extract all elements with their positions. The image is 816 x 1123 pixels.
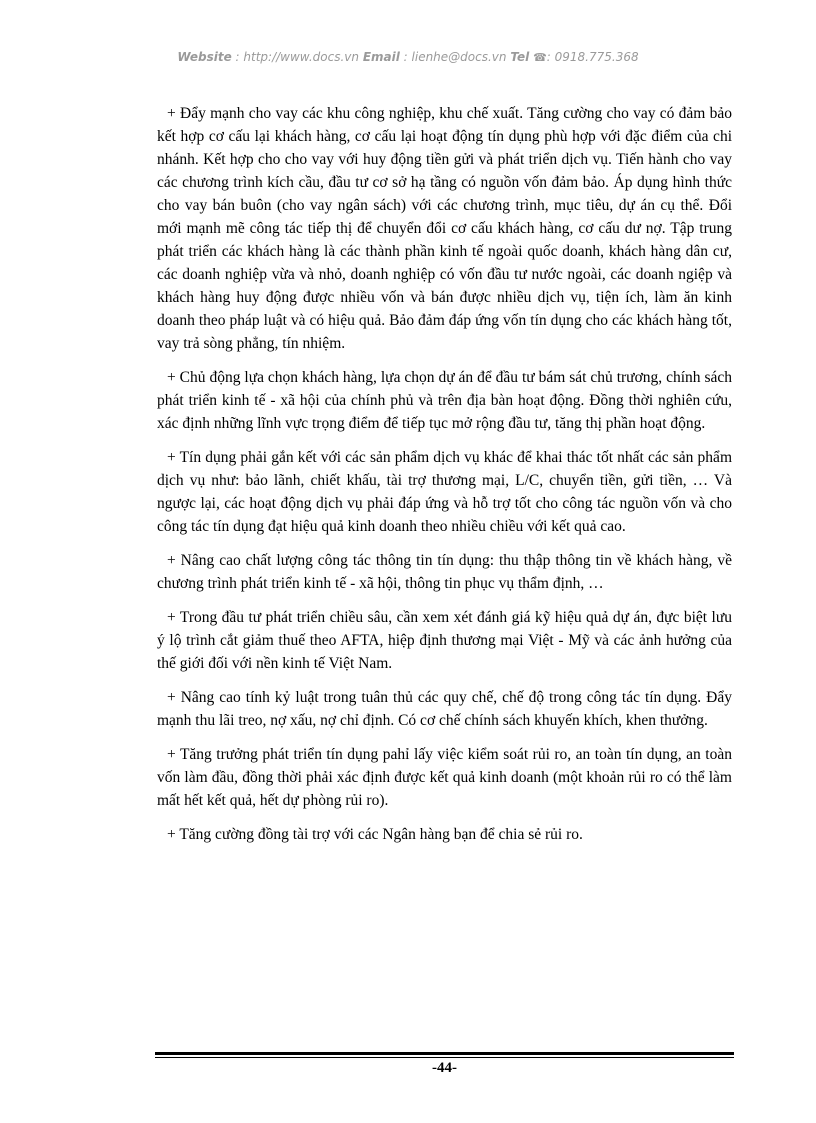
paragraph: + Đẩy mạnh cho vay các khu công nghiệp, khu chế xuất. Tăng cường cho vay có đảm bảo kết hợp cơ cấu lại khách hàng, cơ cấu lại hoạt động tín dụng phù hợp với đặc điểm của chi nhánh. Kết hợp cho cho vay với huy động tiền gửi và phát triển dịch vụ. Tiến hành cho vay các chương trình kích cầu, đầu tư cơ sở hạ tầng có nguồn vốn đảm bảo. Áp dụng hình thức cho vay bán buôn (cho vay ngân sách) với các chương trình, mục tiêu, dự án cụ thể. Đổi mới mạnh mẽ công tác tiếp thị để chuyển đổi cơ cấu khách hàng, cơ cấu dư nợ. Tập trung phát triển các khách hàng là các thành phần kinh tế ngoài quốc doanh, khách hàng dân cư, các doanh nghiệp vừa và nhỏ, doanh nghiệp có vốn đầu tư nước ngoài, các doanh ngiệp và khách hàng huy động được nhiều vốn và bán được nhiều dịch vụ, tiện ích, làm ăn kinh doanh theo pháp luật và có hiệu quả. Bảo đảm đáp ứng vốn tín dụng cho các khách hàng tốt, vay trả sòng phẳng, tín nhiệm. <box>157 105 732 352</box>
website-link[interactable]: : http://www.docs.vn <box>235 50 359 64</box>
email-label: Email <box>362 50 400 64</box>
paragraph: + Tăng cường đồng tài trợ với các Ngân hàng bạn để chia sẻ rủi ro. <box>167 826 583 843</box>
page-header <box>0 50 816 64</box>
paragraph: + Tín dụng phải gắn kết với các sản phẩm dịch vụ khác để khai thác tốt nhất các sản phẩm dịch vụ như: bảo lãnh, chiết khấu, tài trợ thương mại, L/C, chuyển tiền, gửi tiền, … Và ngược lại, các hoạt động dịch vụ phải đáp ứng và hỗ trợ tốt cho công tác nguồn vốn và cho công tác tín dụng đạt hiệu quả kinh doanh theo nhiều chiều với kết quả cao. <box>157 449 732 535</box>
paragraph: + Tăng trưởng phát triển tín dụng pahỉ lấy việc kiểm soát rủi ro, an toàn tín dụng, an toàn vốn làm đầu, đồng thời phải xác định được kết quả kinh doanh (một khoản rủi ro có thể làm mất hết kết quả, hết dự phòng rủi ro). <box>157 746 732 809</box>
paragraph: + Trong đầu tư phát triển chiều sâu, cần xem xét đánh giá kỹ hiệu quả dự án, đực biệt lưu ý lộ trình cắt giảm thuế theo AFTA, hiệp định thương mại Việt - Mỹ và các ảnh hưởng của thế giới đối với nền kinh tế Việt Nam. <box>157 609 732 672</box>
document-body <box>157 102 732 857</box>
tel-label: Tel <box>510 50 530 64</box>
telephone-icon: ☎ <box>533 51 547 64</box>
paragraph: + Nâng cao chất lượng công tác thông tin tín dụng: thu thập thông tin về khách hàng, về chương trình phát triển kinh tế - xã hội, thông tin phục vụ thẩm định, … <box>157 552 732 592</box>
paragraph: + Nâng cao tính kỷ luật trong tuân thủ các quy chế, chế độ trong công tác tín dụng. Đẩy mạnh thu lãi treo, nợ xấu, nợ chỉ định. Có cơ chế chính sách khuyến khích, khen thưởng. <box>157 689 732 729</box>
tel-number: : 0918.775.368 <box>546 50 639 64</box>
paragraph: + Chủ động lựa chọn khách hàng, lựa chọn dự án để đầu tư bám sát chủ trương, chính sách phát triển kinh tế - xã hội của chính phủ và trên địa bàn hoạt động. Đồng thời nghiên cứu, xác định những lĩnh vực trọng điểm để tiếp tục mở rộng đầu tư, tăng thị phần hoạt động. <box>157 369 732 432</box>
email-link[interactable]: : lienhe@docs.vn <box>403 50 507 64</box>
footer-divider <box>155 1052 734 1058</box>
website-label: Website <box>177 50 232 64</box>
page-number: -44- <box>432 1060 457 1076</box>
